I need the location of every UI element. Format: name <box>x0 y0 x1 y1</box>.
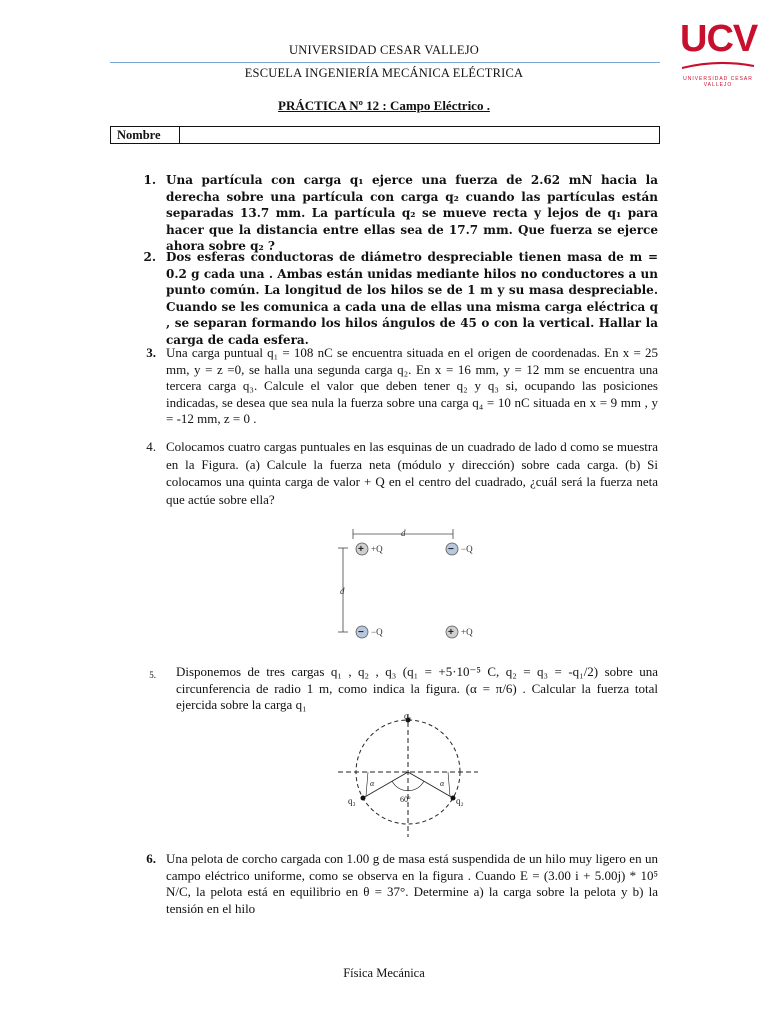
charge-q3-dot-icon <box>361 796 366 801</box>
question-text: Una carga puntual q₁ = 108 nC se encuentra situada en el origen de coordenadas. En x = 25 mm, y = z =0, se halla una segunda carga q₂. En x = 16 mm, y = 12 mm se encuentra una tercera carga q₃. Calcule el valor que deben tener q₂ y q₃ si, ocupando las posiciones indicadas, se desea que sea nula la fuerza sobre una carga q₄ = 10 nC situada en x = 9 mm , y = -12 mm, z = 0 . <box>166 345 658 426</box>
question-text: Colocamos cuatro cargas puntuales en las esquinas de un cuadrado de lado d como se muestra en la Figura. (a) Calcule la fuerza neta (módulo y dirección) sobre cada carga. (b) Si colocamos una quinta carga de valor + Q en el centro del cuadrado, ¿cuál será la fuerza neta que actúe sobre ella? <box>166 439 658 507</box>
logo-swoosh-icon <box>680 61 756 71</box>
question-text: Dos esferas conductoras de diámetro despreciable tienen masa de m = 0.2 g cada una . Ambas están unidas mediante hilos no conductores a un punto común. La longitud de los hilos se de 1 m y su masa despreciable. Cuando se les comunica a cada una de ellas una misma carga eléctrica q , se separan formando los hilos ángulos de 45 o con la vertical. Hallar la carga de cada esfera. <box>166 250 658 347</box>
question-3 <box>110 345 658 428</box>
question-5 <box>110 664 658 714</box>
question-number: 1. <box>143 173 156 187</box>
header-rule <box>110 62 660 63</box>
label-q1: q₁ <box>404 712 412 721</box>
label-angle-60: 60º <box>400 795 411 804</box>
question-text: Una partícula con carga q₁ ejerce una fuerza de 2.62 mN hacia la derecha sobre una partícula con carga q₂ cuando las partículas están separadas 13.7 mm. La partícula q₂ se mueve recta y lejos de q₁ para hacer que la distancia entre ellas sea de 17.7 mm. Que fuerza se ejerce ahora sobre q₂ ? <box>166 173 658 253</box>
name-label: Nombre <box>111 127 180 143</box>
label-q2: q₂ <box>456 796 464 806</box>
question-6 <box>110 851 658 917</box>
question-number: 6. <box>146 851 156 866</box>
charge-label-bottom-right: +Q <box>461 627 473 637</box>
logo-subtext: UNIVERSIDAD CESAR VALLEJO <box>683 76 753 88</box>
label-alpha-left: α <box>370 779 375 788</box>
footer-course: Física Mecánica <box>343 966 425 980</box>
dimension-d-top: d <box>401 528 406 538</box>
svg-text:−: − <box>448 544 454 555</box>
label-alpha-right: α <box>440 779 445 788</box>
dimension-d-side: d <box>340 586 345 596</box>
question-1 <box>110 172 658 255</box>
question-text: Una pelota de corcho cargada con 1.00 g de masa está suspendida de un hilo muy ligero en un campo eléctrico uniforme, como se observa en la figura . Cuando E = (3.00 i + 5.00j) * 10⁵ N/C, la pelota está en equilibrio en θ = 37°. Determine a) la carga sobre la pelota y b) la tensión en el hilo <box>166 851 658 916</box>
question-number: 5. <box>149 670 156 680</box>
page-title: PRÁCTICA Nº 12 : Campo Eléctrico . <box>278 98 490 113</box>
square-charges-figure <box>335 526 495 646</box>
question-number: 3. <box>146 345 156 360</box>
svg-text:−: − <box>358 627 364 638</box>
university-name: UNIVERSIDAD CESAR VALLEJO <box>289 43 479 57</box>
label-q3: q₃ <box>348 796 356 806</box>
question-4 <box>110 438 658 508</box>
logo-text: UCV <box>680 18 758 60</box>
name-field[interactable] <box>180 127 659 143</box>
charge-q2-dot-icon <box>451 796 456 801</box>
question-number: 2. <box>143 250 156 264</box>
question-2 <box>110 249 658 348</box>
ucv-logo <box>680 20 756 88</box>
question-text: Disponemos de tres cargas q₁ , q₂ , q₃ (q₁ = +5·10⁻⁵ C, q₂ = q₃ = -q₁/2) sobre una circunferencia de radio 1 m, como indica la figura. (α = π/6) . Calcular la fuerza total ejercida sobre la carga q₁ <box>176 664 658 712</box>
circle-charges-figure <box>338 712 478 842</box>
charge-label-top-left: +Q <box>371 544 383 554</box>
charge-label-top-right: −Q <box>461 544 473 554</box>
question-number: 4. <box>146 439 156 454</box>
school-name: ESCUELA INGENIERÍA MECÁNICA ELÉCTRICA <box>244 66 524 80</box>
svg-text:+: + <box>358 544 364 555</box>
charge-label-bottom-left: −Q <box>371 627 383 637</box>
name-field-table <box>110 126 660 144</box>
svg-text:+: + <box>448 627 454 638</box>
